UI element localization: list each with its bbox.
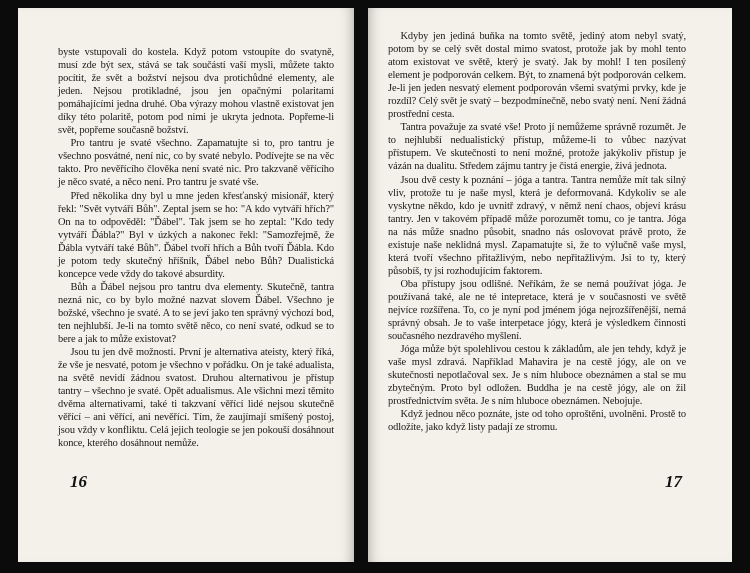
paragraph: Kdyby jen jediná buňka na tomto světě, jediný atom nebyl svatý, potom by se celý svět dostal mimo svatost, protože jak by mohl tento atom existovat ve světě, který je svatý. Jak by mohl! I ten posílený element je podporován celkem. Být, to znamená být podporován celkem. Je-li jen jeden nesvatý element podporován všemi svatými prvky, kde je rozdíl? Celý svět je svatý – bezpodmínečně, nebo svatý není. Není žádná prostřední cesta.	[388, 31, 686, 121]
page-number: 16	[70, 472, 87, 491]
paragraph: Jsou tu jen dvě možnosti. První je alternativa ateisty, který říká, že vše je nesvaté, potom je všechno v pořádku. On je také adualista, na světě nevidí žádnou svatost. Druhou alternativou je přístup tantry – všechno je svaté. Opět adualismus. Ale všichni mezi těmito dvěma alternativami, také ti takzvaní věřící lidé nejsou skutečně věřící – ani věřící, ani nevěřící. Tím, že zaujímají smíšený postoj, jsou vždy v konfliktu. Celá jejich teologie se jen pokouší dosáhnout konce, kterého dosáhnout nemůže.	[58, 347, 334, 450]
paragraph: Pro tantru je svaté všechno. Zapamatujte si to, pro tantru je všechno posvátné, není nic, co by svaté nebylo. Podívejte se na věc takto. Pro nevěřícího člověka není svaté nic. Pro takzvaně věřícího je něco svaté, a něco není. Pro tantru je svaté vše.	[58, 138, 334, 189]
paragraph: byste vstupovali do kostela. Když potom vstoupíte do svatyně, musí zde být sex, stává se tak součástí vaší mysli, můžete takto pocítit, že svět a božství nejsou dva protichůdné elementy, ale jeden. Nejsou protikladné, jsou jen opačnými polaritami pomáhajícími jedna druhé. Oba výrazy mohou vlastně existovat jen díky této polaritě, potom pod nimi je ukryta jednota. Popřeme-li svět, popřeme současně božství.	[58, 47, 334, 137]
left-page	[18, 8, 354, 562]
paragraph: Tantra považuje za svaté vše! Proto jí nemůžeme správně rozumět. Je to nejhlubší nedualistický přístup, můžeme-li to vůbec nazývat přístupem. Ve skutečnosti to není možné, protože jakýkoliv přístup je vázán na dualitu. Středem zájmu tantry je čistá energie, živá jednota.	[388, 122, 686, 173]
paragraph: Před několika dny byl u mne jeden křesťanský misionář, který řekl: "Svět vytváří Bůh". Zeptal jsem se ho: "A kdo vytváří hřích?" On na to odpověděl: "Ďábel". Tak jsem se ho zeptal: "Kdo tedy vytváří Ďábla?" Byl v úzkých a nakonec řekl: "Samozřejmě, že Ďábla vytváří také Bůh". Ďábel tvoří hřích a Bůh tvoří Ďábla. Kdo je potom tedy skutečný hříšník, Ďábel nebo Bůh? Dualistická koncepce vede vždy do takové absurdity.	[58, 190, 334, 280]
paragraph: Když jednou něco poznáte, jste od toho oproštěni, uvolněni. Prostě to odložíte, jako když listy padají ze stromu.	[388, 409, 686, 434]
paragraph: Jsou dvě cesty k poznání – jóga a tantra. Tantra nemůže mít tak silný vliv, protože tu je naše mysl, která je deformovaná. Kdykoliv se ale vyskytne někdo, kdo je uvnitř zdravý, v němž není chaos, objeví krásu tantry. Jen v takovém případě může porozumět tomu, co je tantra. Jóga na nás může snadno působit, snadno nás oslovovat právě proto, že existuje naše neklidná mysl. Zapamatujte si, že to výlučně vaše mysl, která tvoří všechno přitažlivým, nebo nepřitažlivým. Jsi to ty, který působíš, ty jsi rozhodujícím faktorem.	[388, 174, 686, 277]
page-number: 17	[665, 472, 682, 491]
paragraph: Jóga může být spolehlivou cestou k základům, ale jen tehdy, když je vaše mysl zdravá. Například Mahavira je na cestě jógy, ale on ve skutečnosti nepotlačoval sex. Je s ním hluboce obeznámen a stal se mu zbytečným. Proto byl odložen. Buddha je na cestě jógy, ale on žil prostřednictvím světa. Je s ním hluboce obeznámen. Nebojuje.	[388, 344, 686, 408]
right-page-text	[388, 30, 686, 434]
book-gutter	[354, 0, 368, 573]
paragraph: Oba přístupy jsou odlišné. Neříkám, že se nemá používat jóga. Je používaná také, ale ne té intepretace, která je v současnosti ve světě nejvíce rozšířena. To, co je nyní pod jménem jóga nejrozšířenější, nemá správný obsah. Je to vaše interpetace jógy, která je výsledkem činnosti současného nezdravého myšlení.	[388, 278, 686, 343]
right-page	[368, 8, 732, 562]
left-page-text	[58, 46, 334, 450]
paragraph: Bůh a Ďábel nejsou pro tantru dva elementy. Skutečně, tantra nezná nic, co by bylo možné nazvat slovem Ďábel. Všechno je božské, všechno je svaté. A to se jeví jako ten správný výchozí bod, ten nejhlubší. Je-li na tomto světě něco, co není svaté, odkud se to bere a jak to může existovat?	[58, 281, 334, 346]
